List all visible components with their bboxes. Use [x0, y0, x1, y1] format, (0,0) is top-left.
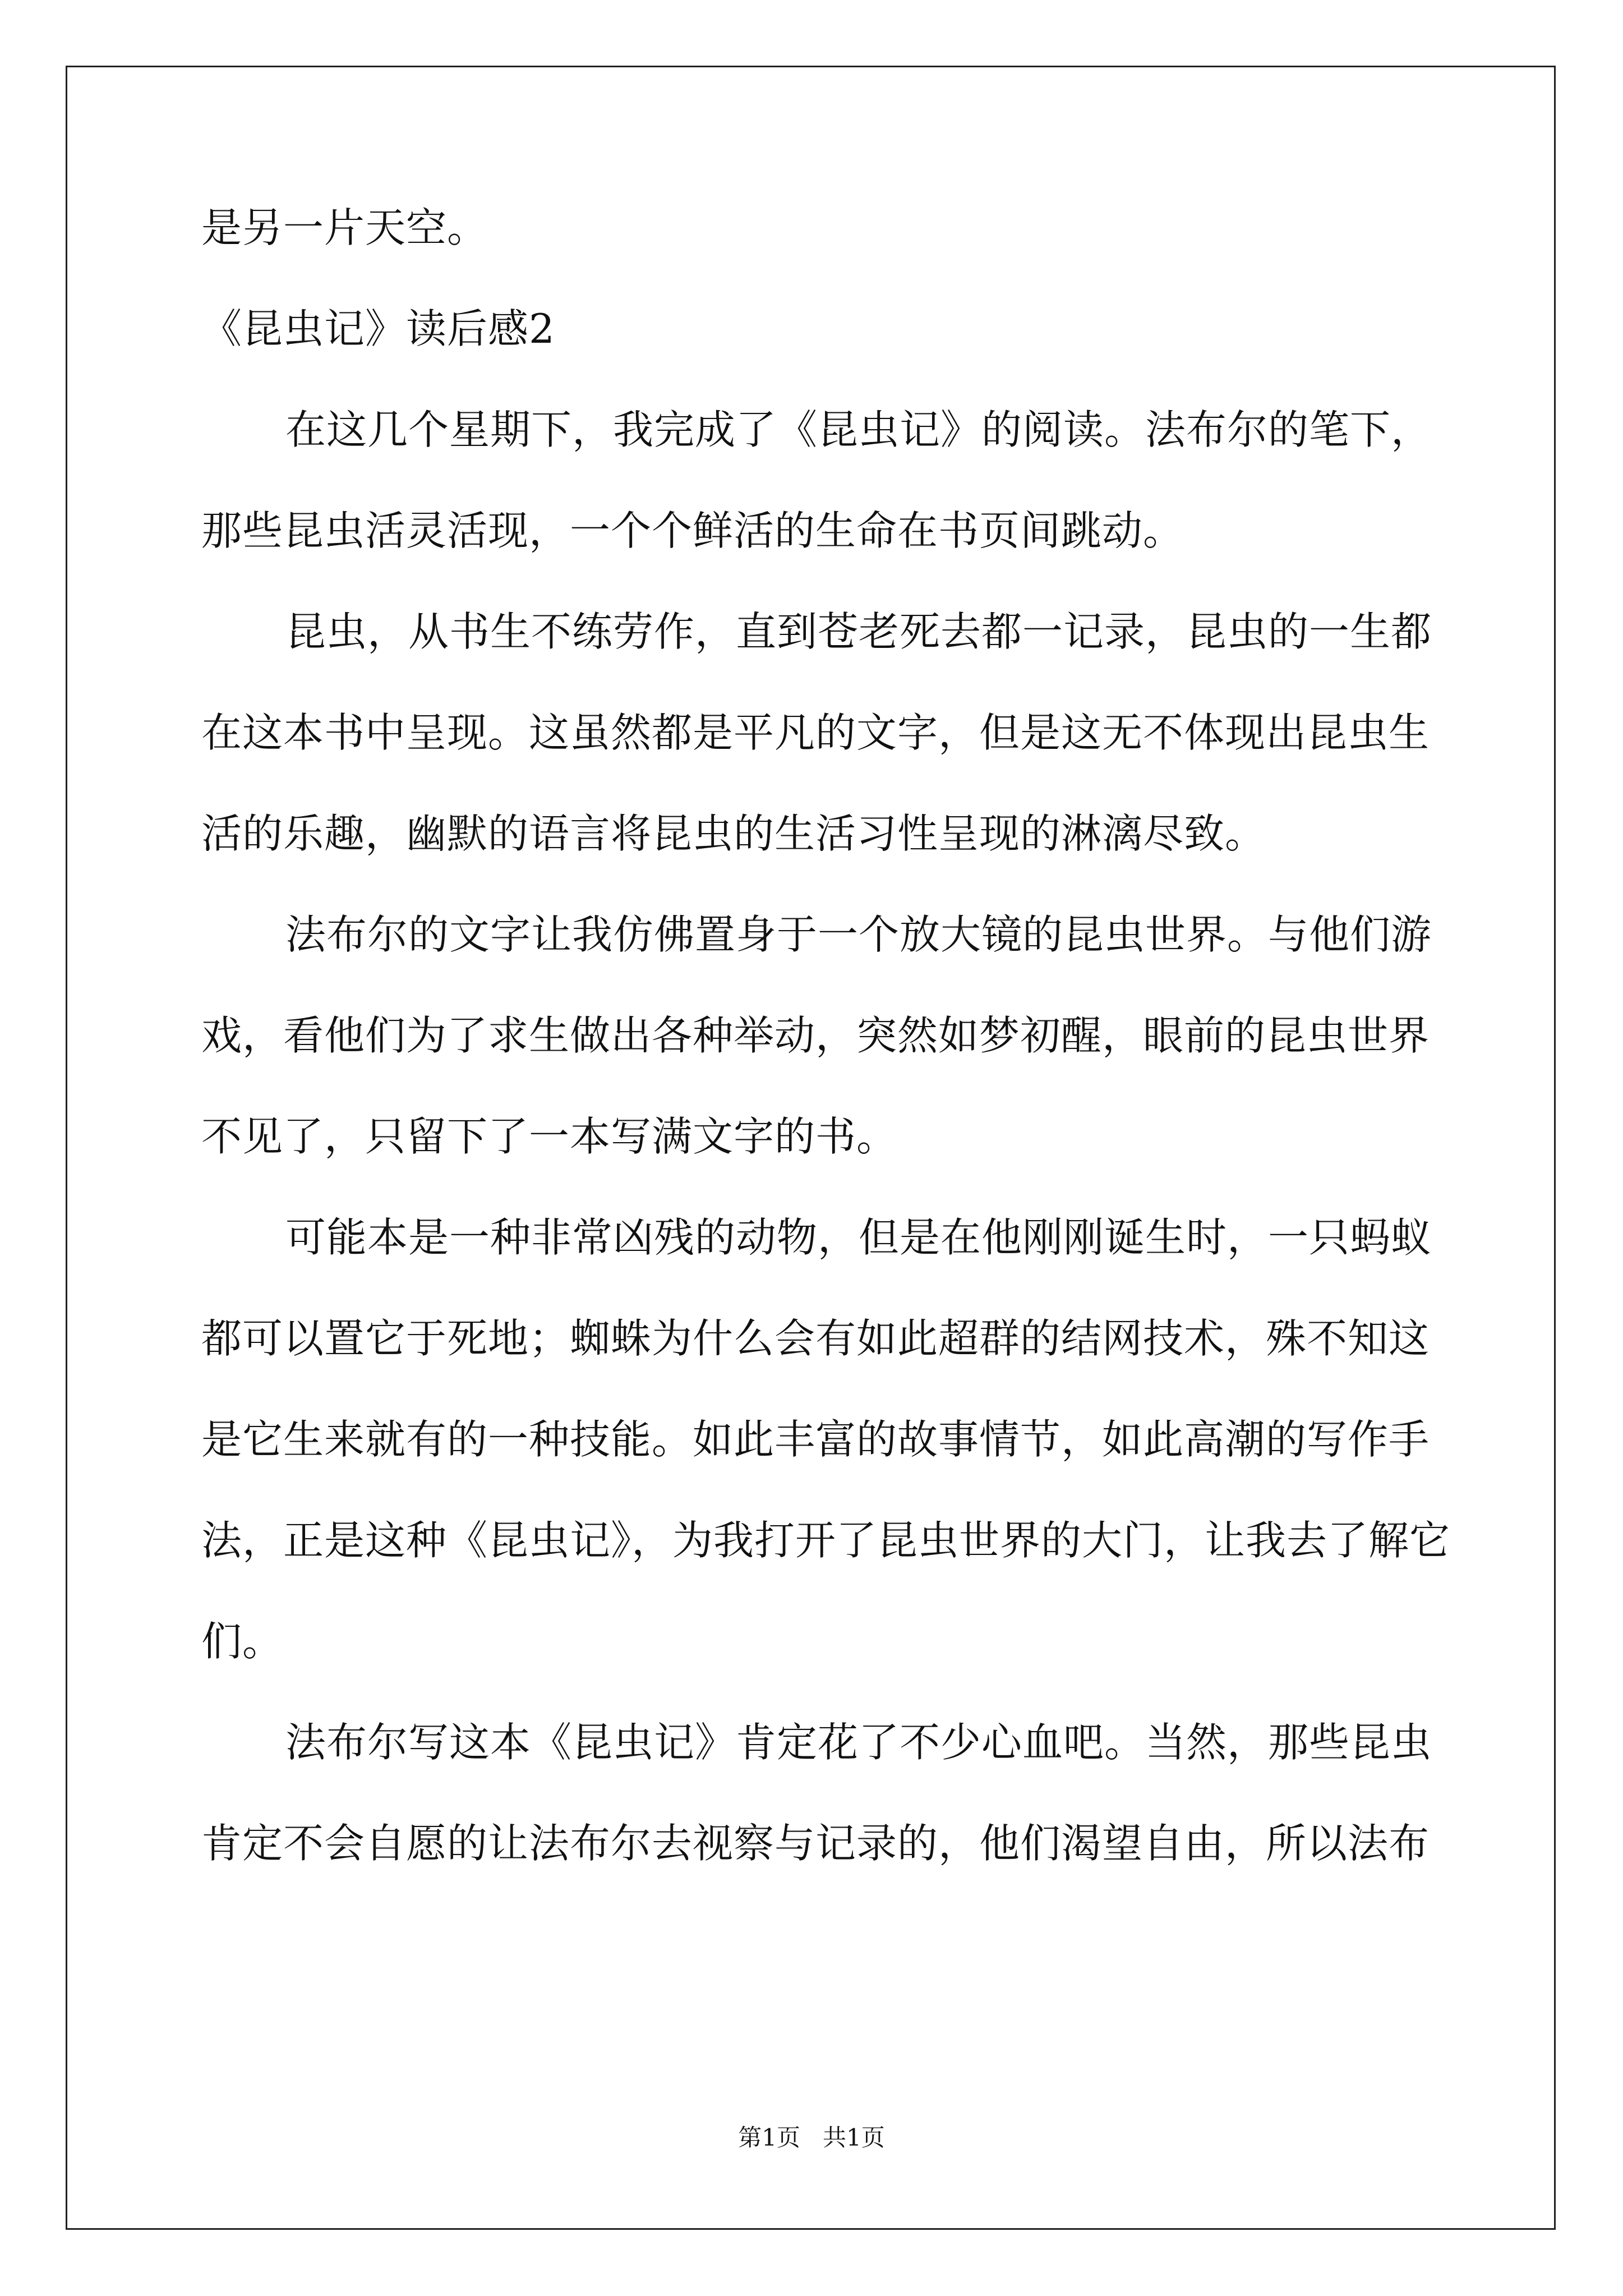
paragraph-line: 法布尔写这本《昆虫记》肯定花了不少心血吧。当然，那些昆虫 [285, 1719, 1432, 1766]
paragraph-line: 戏，看他们为了求生做出各种举动，突然如梦初醒，眼前的昆虫世界 [201, 1012, 1430, 1059]
section-title: 《昆虫记》读后感2 [201, 305, 555, 352]
paragraph-line: 是另一片天空。 [201, 204, 488, 251]
paragraph-line: 昆虫，从书生不练劳作，直到苍老死去都一记录，昆虫的一生都 [285, 608, 1432, 655]
paragraph-line: 法布尔的文字让我仿佛置身于一个放大镜的昆虫世界。与他们游 [285, 911, 1432, 958]
paragraph-line: 不见了，只留下了一本写满文字的书。 [201, 1113, 898, 1160]
paragraph-line: 都可以置它于死地；蜘蛛为什么会有如此超群的结网技术，殊不知这 [201, 1315, 1430, 1362]
paragraph-line: 可能本是一种非常凶残的动物，但是在他刚刚诞生时，一只蚂蚁 [285, 1214, 1432, 1261]
paragraph-line: 们。 [201, 1618, 284, 1665]
paragraph-line: 在这本书中呈现。这虽然都是平凡的文字，但是这无不体现出昆虫生 [201, 709, 1430, 756]
paragraph-line: 活的乐趣，幽默的语言将昆虫的生活习性呈现的淋漓尽致。 [201, 810, 1266, 857]
document-body [201, 204, 1451, 1924]
paragraph-line: 那些昆虫活灵活现，一个个鲜活的生命在书页间跳动。 [201, 507, 1184, 554]
paragraph-line: 在这几个星期下，我完成了《昆虫记》的阅读。法布尔的笔下， [285, 406, 1432, 453]
paragraph-line: 法，正是这种《昆虫记》，为我打开了昆虫世界的大门，让我去了解它 [201, 1517, 1451, 1564]
paragraph-line: 肯定不会自愿的让法布尔去视察与记录的，他们渴望自由，所以法布 [201, 1820, 1430, 1867]
page-number-footer: 第1页 共1页 [738, 2124, 885, 2151]
paragraph-line: 是它生来就有的一种技能。如此丰富的故事情节，如此高潮的写作手 [201, 1416, 1430, 1463]
